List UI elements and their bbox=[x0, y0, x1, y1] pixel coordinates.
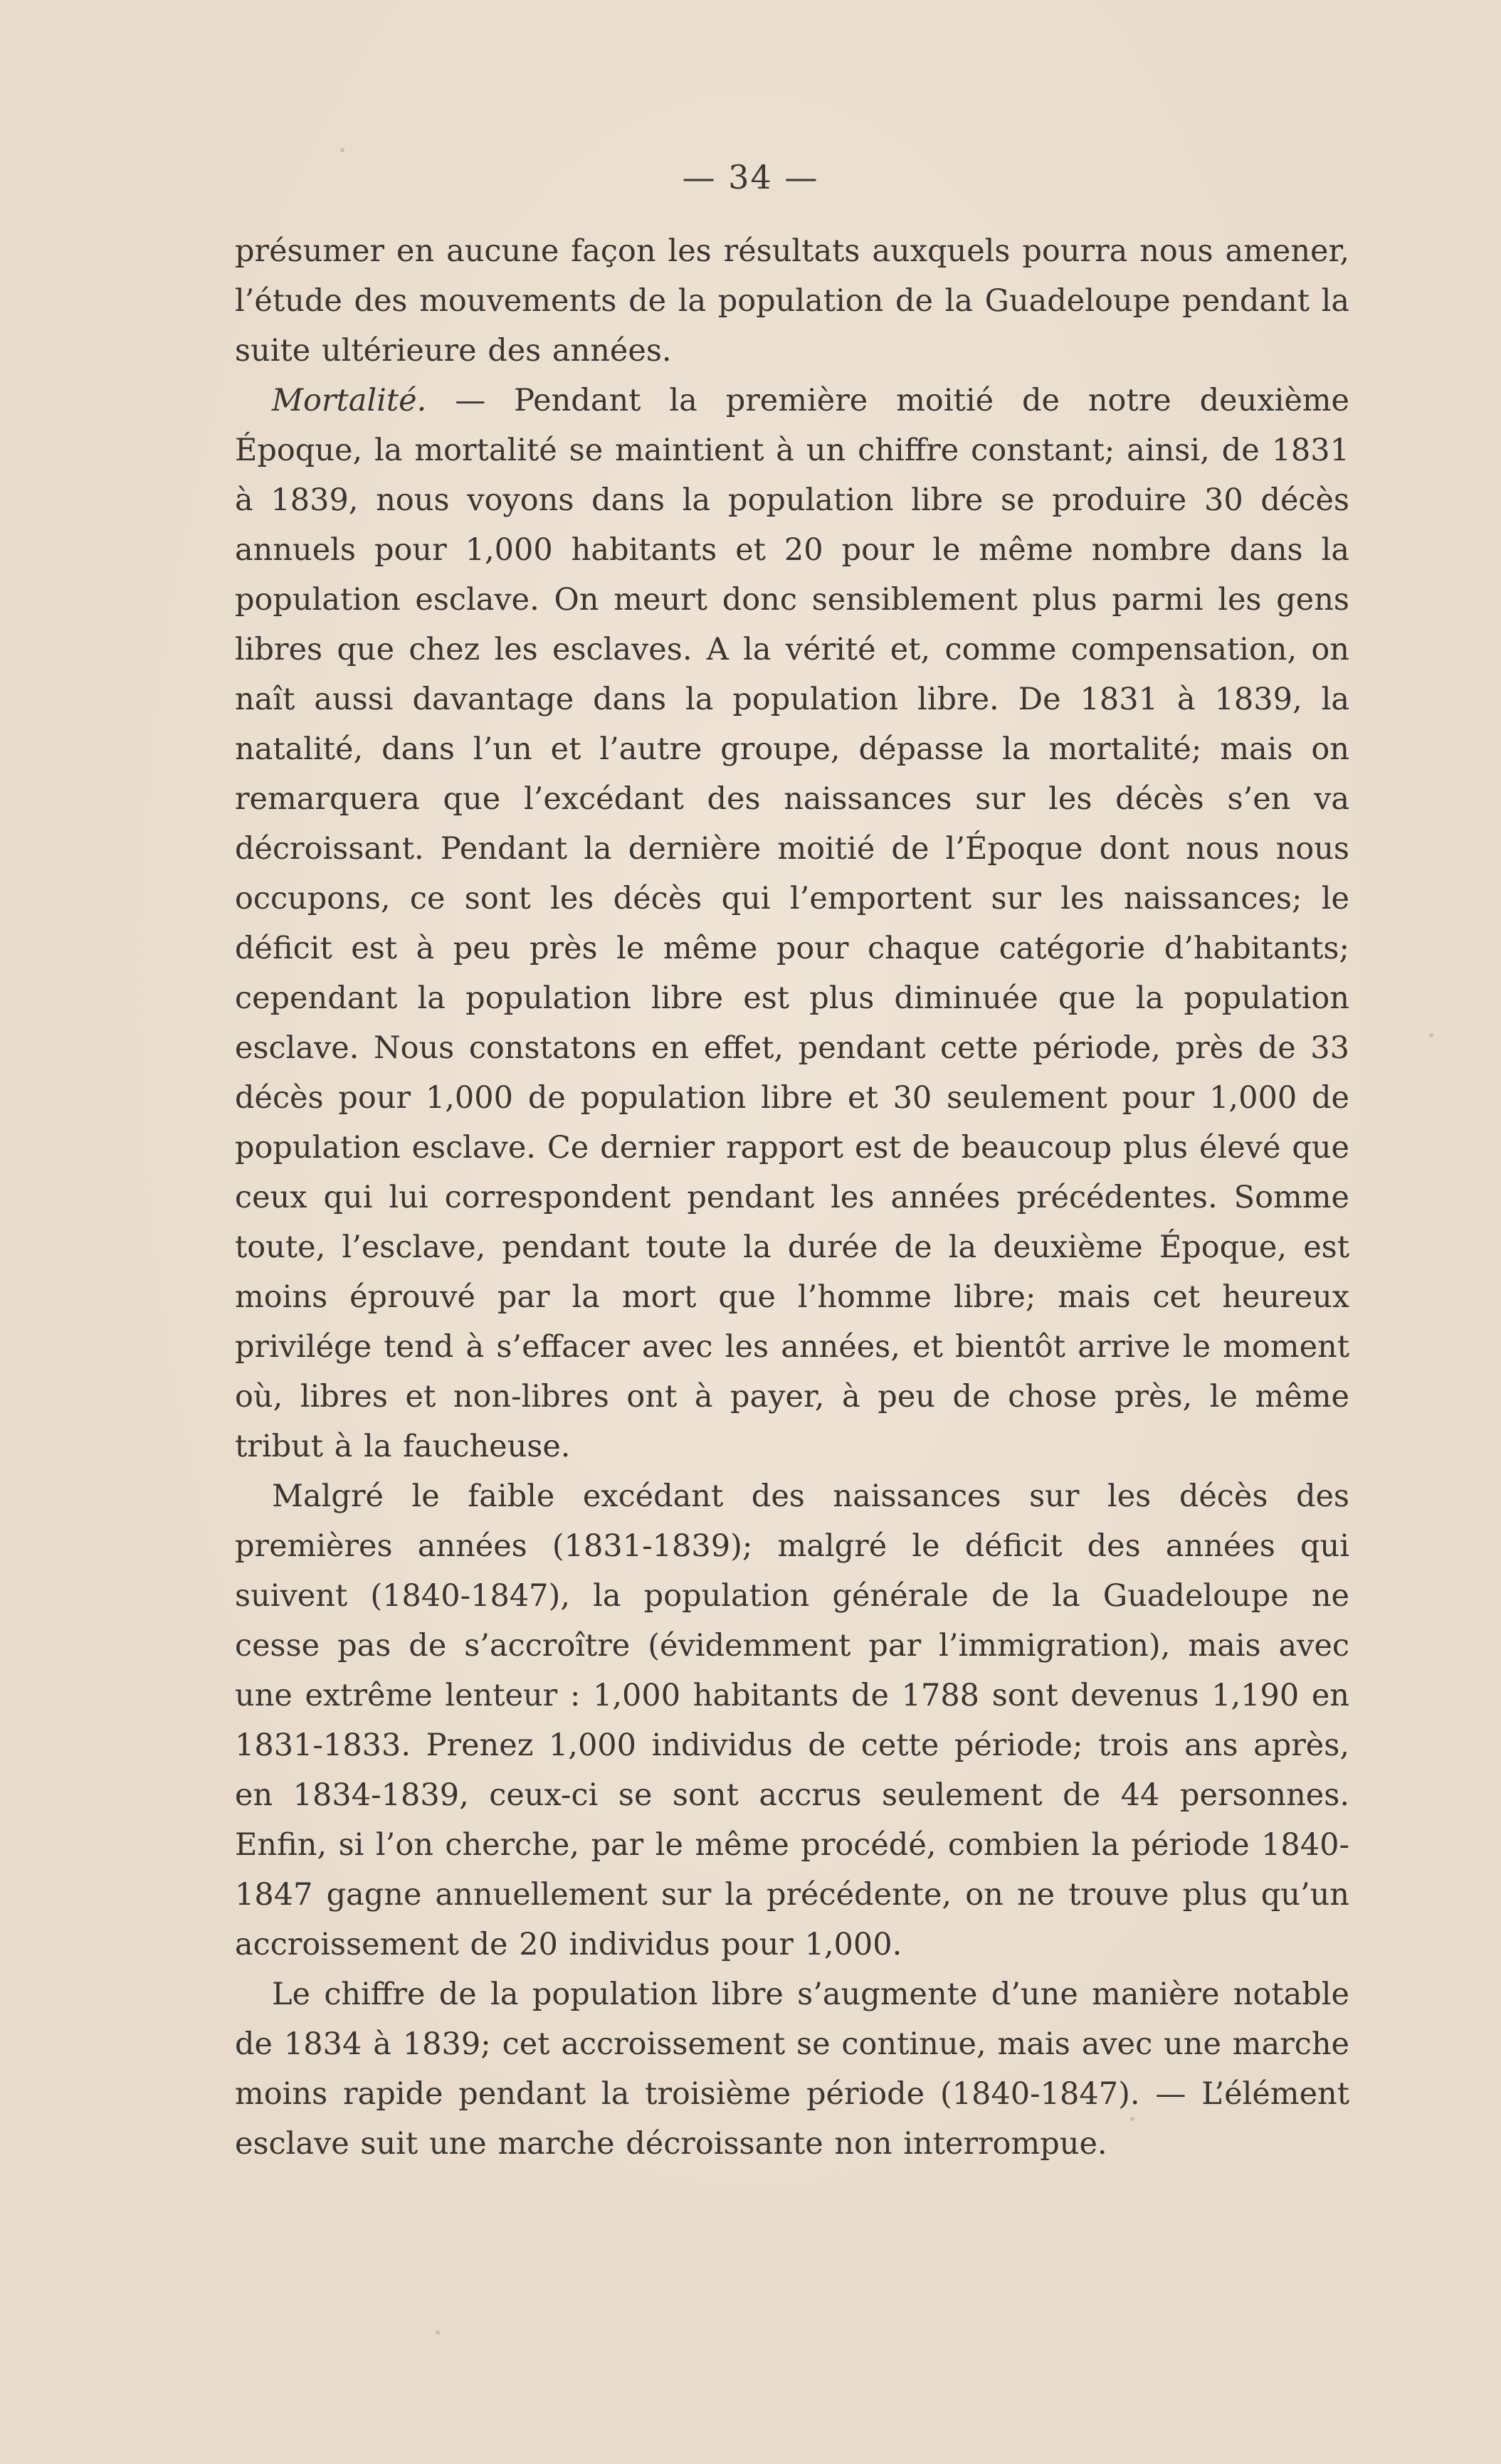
paragraph-2 bbox=[235, 376, 1349, 1471]
paragraph-2-text: — Pendant la première moitié de notre deuxième Époque, la mortalité se maintient à un chiffre constant; ainsi, de 1831 à 1839, nous voyons dans la population libre se produire 30 décès annuels pour 1,000 habitants et 20 pour le même nombre dans la population esclave. On meurt donc sensiblement plus parmi les gens libres que chez les esclaves. A la vérité et, comme compensation, on naît aussi davantage dans la population libre. De 1831 à 1839, la natalité, dans l’un et l’autre groupe, dépasse la mortalité; mais on remarquera que l’excédant des naissances sur les décès s’en va décroissant. Pendant la dernière moitié de l’Époque dont nous nous occupons, ce sont les décès qui l’emportent sur les naissances; le déficit est à peu près le même pour chaque catégorie d’habitants; cependant la population libre est plus diminuée que la population esclave. Nous constatons en effet, pendant cette période, près de 33 décès pour 1,000 de population libre et 30 seulement pour 1,000 de population esclave. Ce dernier rapport est de beaucoup plus élevé que ceux qui lui correspondent pendant les années précédentes. Somme toute, l’esclave, pendant toute la durée de la deuxième Époque, est moins éprouvé par la mort que l’homme libre; mais cet heureux privilége tend à s’effacer avec les années, et bientôt arrive le moment où, libres et non-libres ont à payer, à peu de chose près, le même tribut à la faucheuse. bbox=[235, 383, 1349, 1464]
paper-speck bbox=[1130, 2117, 1134, 2121]
paragraph-3-text: Malgré le faible excédant des naissances sur les décès des premières années (1831-1839); malgré le déficit des années qui suivent (1840-1847), la population générale de la Guadeloupe ne cesse pas de s’accroître (évidemment par l’immigration), mais avec une extrême lenteur : 1,000 habitants de 1788 sont devenus 1,190 en 1831-1833. Prenez 1,000 individus de cette période; trois ans après, en 1834-1839, ceux-ci se sont accrus seulement de 44 personnes. Enfin, si l’on cherche, par le même procédé, combien la période 1840-1847 gagne annuellement sur la précédente, on ne trouve plus qu’un accroissement de 20 individus pour 1,000. bbox=[235, 1479, 1349, 1962]
paper-speck bbox=[1429, 1033, 1433, 1037]
paper-speck bbox=[340, 148, 344, 152]
paragraph-1 bbox=[235, 226, 1349, 376]
section-lead-mortalite: Mortalité. bbox=[272, 383, 427, 418]
paragraph-4 bbox=[235, 1969, 1349, 2169]
page-number: — 34 — bbox=[682, 158, 819, 196]
paragraph-4-text: Le chiffre de la population libre s’augmente d’une manière notable de 1834 à 1839; cet accroissement se continue, mais avec une marche moins rapide pendant la troisième période (1840-1847). — L’élément esclave suit une marche décroissante non interrompue. bbox=[235, 1977, 1349, 2162]
body-text bbox=[235, 226, 1349, 2169]
paragraph-1-text: présumer en aucune façon les résultats auxquels pourra nous amener, l’étude des mouvements de la population de la Guadeloupe pendant la suite ultérieure des années. bbox=[235, 233, 1349, 369]
paper-speck bbox=[436, 2330, 440, 2335]
paragraph-3 bbox=[235, 1471, 1349, 1969]
